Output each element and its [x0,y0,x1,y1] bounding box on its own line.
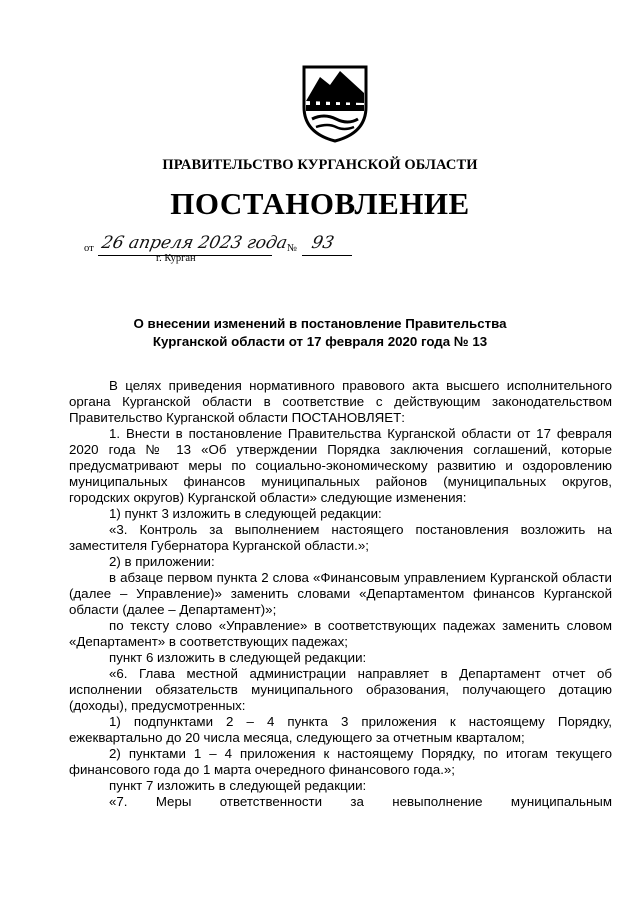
heading-line-2: Курганской области от 17 февраля 2020 года № 13 [152,334,488,349]
body-paragraph: в абзаце первом пункта 2 слова «Финансовым управлением Курганской области (далее – Управление)» заменить словами «Департаментом финансов Курганской области (далее – Департамент)»; [69,570,612,617]
document-heading [0,315,640,351]
handwritten-date: 26 апреля 2023 года [99,233,290,253]
heading-line-1: О внесении изменений в постановление Правительства [133,316,507,331]
body-paragraph: «7. Меры ответственности за невыполнение муниципальным [109,794,612,809]
body-paragraph: 1) подпунктами 2 – 4 пункта 3 приложения к настоящему Порядку, ежеквартально до 20 числа месяца, следующего за отчетным кварталом; [69,714,612,745]
date-number-line [84,233,384,273]
number-underline [302,255,352,256]
number-label: № [287,243,298,254]
body-paragraph: 2) в приложении: [109,554,215,569]
city-label: г. Курган [156,253,196,264]
body-paragraph: «6. Глава местной администрации направляет в Департамент отчет об исполнении обязательств муниципального образования, получающего дотацию (доходы), предусмотренных: [69,666,612,713]
government-title: ПРАВИТЕЛЬСТВО КУРГАНСКОЙ ОБЛАСТИ [162,157,478,173]
body-paragraph: 1) пункт 3 изложить в следующей редакции: [109,506,382,521]
document-body [69,378,612,810]
body-paragraph: пункт 6 изложить в следующей редакции: [109,650,367,665]
body-paragraph: пункт 7 изложить в следующей редакции: [109,778,367,793]
handwritten-number: 93 [309,233,336,253]
coat-of-arms-emblem [300,63,370,143]
body-paragraph: по тексту слово «Управление» в соответствующих падежах заменить словом «Департамент» в соответствующих падежах; [69,618,612,649]
body-paragraph: «3. Контроль за выполнением настоящего постановления возложить на заместителя Губернатора Курганской области.»; [69,522,612,553]
body-paragraph: 2) пунктами 1 – 4 приложения к настоящему Порядку, по итогам текущего финансового года до 1 марта очередного финансового года.»; [69,746,612,777]
document-type-title: ПОСТАНОВЛЕНИЕ [170,186,470,221]
date-from-label: от [84,243,94,254]
body-paragraph: 1. Внести в постановление Правительства Курганской области от 17 февраля 2020 года № 13 «Об утверждении Порядка заключения соглашений, которые предусматривают меры по социально-экономическому развитию и оздоровлению муниципальных финансов муниципальных районов (муниципальных округов, городских округов) Курганской области» следующие изменения: [69,426,612,505]
body-paragraph: В целях приведения нормативного правового акта высшего исполнительного органа Курганской области в соответствие с действующим законодательством Правительство Курганской области ПОСТАНОВЛЯЕТ: [69,378,612,425]
